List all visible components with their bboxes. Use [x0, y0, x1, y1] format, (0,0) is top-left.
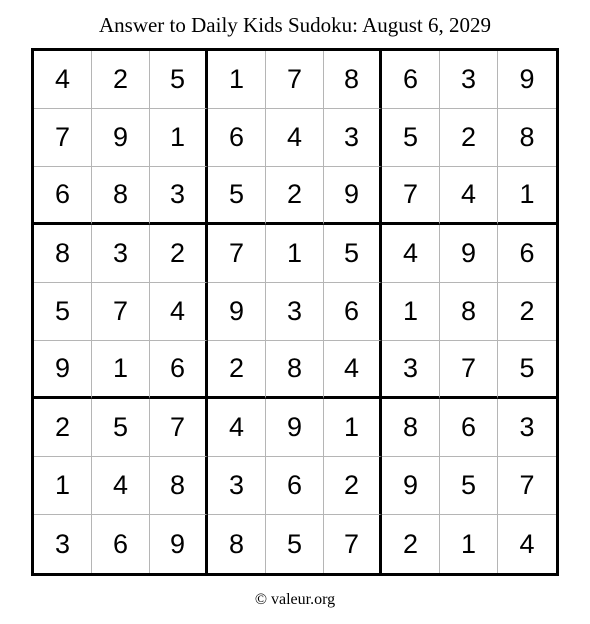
sudoku-cell-r7-c9: 3 [498, 399, 556, 457]
sudoku-cell-r6-c3: 6 [150, 341, 208, 399]
sudoku-cell-r1-c6: 8 [324, 51, 382, 109]
sudoku-cell-r1-c4: 1 [208, 51, 266, 109]
sudoku-cell-r4-c1: 8 [34, 225, 92, 283]
sudoku-cell-r3-c2: 8 [92, 167, 150, 225]
sudoku-cell-r5-c1: 5 [34, 283, 92, 341]
sudoku-cell-r2-c8: 2 [440, 109, 498, 167]
sudoku-cell-r2-c3: 1 [150, 109, 208, 167]
sudoku-cell-r6-c5: 8 [266, 341, 324, 399]
sudoku-cell-r5-c7: 1 [382, 283, 440, 341]
sudoku-cell-r8-c4: 3 [208, 457, 266, 515]
sudoku-cell-r9-c3: 9 [150, 515, 208, 573]
sudoku-cell-r4-c4: 7 [208, 225, 266, 283]
sudoku-cell-r6-c4: 2 [208, 341, 266, 399]
sudoku-cell-r1-c9: 9 [498, 51, 556, 109]
sudoku-cell-r7-c5: 9 [266, 399, 324, 457]
sudoku-cell-r3-c3: 3 [150, 167, 208, 225]
sudoku-cell-r6-c9: 5 [498, 341, 556, 399]
sudoku-cell-r2-c5: 4 [266, 109, 324, 167]
sudoku-cell-r8-c6: 2 [324, 457, 382, 515]
sudoku-cell-r8-c3: 8 [150, 457, 208, 515]
page-title: Answer to Daily Kids Sudoku: August 6, 2029 [98, 13, 491, 37]
sudoku-cell-r9-c6: 7 [324, 515, 382, 573]
sudoku-cell-r9-c5: 5 [266, 515, 324, 573]
sudoku-cell-r7-c6: 1 [324, 399, 382, 457]
sudoku-cell-r4-c6: 5 [324, 225, 382, 283]
sudoku-cell-r9-c4: 8 [208, 515, 266, 573]
sudoku-cell-r8-c2: 4 [92, 457, 150, 515]
sudoku-cell-r2-c7: 5 [382, 109, 440, 167]
sudoku-cell-r2-c1: 7 [34, 109, 92, 167]
sudoku-cell-r4-c2: 3 [92, 225, 150, 283]
sudoku-cell-r8-c5: 6 [266, 457, 324, 515]
sudoku-cell-r5-c5: 3 [266, 283, 324, 341]
sudoku-cell-r5-c8: 8 [440, 283, 498, 341]
sudoku-cell-r1-c2: 2 [92, 51, 150, 109]
sudoku-cell-r8-c8: 5 [440, 457, 498, 515]
sudoku-cell-r9-c1: 3 [34, 515, 92, 573]
sudoku-cell-r3-c8: 4 [440, 167, 498, 225]
sudoku-cell-r9-c2: 6 [92, 515, 150, 573]
sudoku-cell-r4-c5: 1 [266, 225, 324, 283]
sudoku-cell-r1-c7: 6 [382, 51, 440, 109]
sudoku-cell-r9-c9: 4 [519, 528, 535, 559]
sudoku-cell-r4-c8: 9 [440, 225, 498, 283]
sudoku-grid [31, 48, 559, 576]
sudoku-cell-r6-c8: 7 [440, 341, 498, 399]
sudoku-cell-r8-c9: 7 [498, 457, 556, 515]
sudoku-cell-r7-c7: 8 [382, 399, 440, 457]
sudoku-cell-r7-c1: 2 [34, 399, 92, 457]
sudoku-cell-r6-c6: 4 [324, 341, 382, 399]
sudoku-cell-r6-c1: 9 [34, 341, 92, 399]
sudoku-cell-r9-c8: 1 [440, 515, 498, 573]
sudoku-cell-r5-c6: 6 [324, 283, 382, 341]
sudoku-cell-r7-c8: 6 [440, 399, 498, 457]
sudoku-cell-r3-c1: 6 [34, 167, 92, 225]
copyright-footer: © valeur.org [254, 591, 336, 608]
sudoku-cell-r3-c4: 5 [208, 167, 266, 225]
sudoku-cell-r2-c4: 6 [208, 109, 266, 167]
sudoku-cell-r3-c9: 1 [498, 167, 556, 225]
sudoku-cell-r5-c4: 9 [208, 283, 266, 341]
sudoku-cell-r9-c7: 2 [382, 515, 440, 573]
sudoku-cell-r8-c7: 9 [382, 457, 440, 515]
sudoku-cell-r2-c2: 9 [92, 109, 150, 167]
sudoku-cell-r3-c7: 7 [382, 167, 440, 225]
sudoku-cell-r5-c3: 4 [150, 283, 208, 341]
sudoku-cell-r4-c9: 6 [498, 225, 556, 283]
sudoku-cell-r1-c8: 3 [440, 51, 498, 109]
sudoku-cell-r2-c9: 8 [498, 109, 556, 167]
sudoku-cell-r1-c1: 4 [34, 51, 92, 109]
sudoku-cell-r2-c6: 3 [324, 109, 382, 167]
sudoku-cell-r1-c5: 7 [266, 51, 324, 109]
sudoku-cell-r1-c3: 5 [150, 51, 208, 109]
sudoku-cell-r7-c4: 4 [208, 399, 266, 457]
sudoku-cell-r6-c2: 1 [92, 341, 150, 399]
sudoku-cell-r7-c2: 5 [92, 399, 150, 457]
sudoku-cell-r7-c3: 7 [150, 399, 208, 457]
sudoku-cell-r8-c1: 1 [34, 457, 92, 515]
sudoku-cell-r5-c9: 2 [498, 283, 556, 341]
sudoku-cell-r3-c5: 2 [266, 167, 324, 225]
sudoku-cell-r5-c2: 7 [92, 283, 150, 341]
sudoku-cell-r6-c7: 3 [382, 341, 440, 399]
sudoku-cell-r4-c7: 4 [382, 225, 440, 283]
sudoku-cell-r3-c6: 9 [324, 167, 382, 225]
sudoku-cell-r4-c3: 2 [150, 225, 208, 283]
